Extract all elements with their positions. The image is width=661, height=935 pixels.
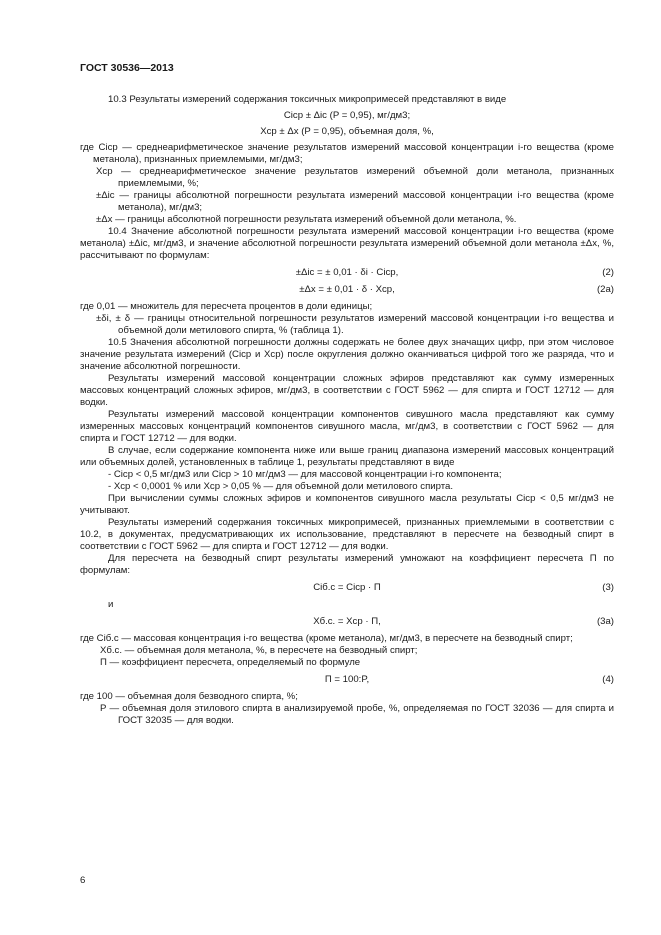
formula-4-text: П = 100:P, <box>324 674 370 685</box>
page-number: 6 <box>80 875 86 886</box>
paragraph-10-5: 10.5 Значения абсолютной погрешности должны содержать не более двух значащих цифр, при этом числовое значение результата измерений (Ciср и Xср) после округления должно оканчиваться цифрой того же разряда, что и значение абсолютной погрешности. <box>80 337 614 372</box>
formula-4-number: (4) <box>602 674 614 685</box>
formula-2-number: (2) <box>602 267 614 278</box>
conjunction-and: и <box>108 599 114 610</box>
paragraph-10-4: 10.4 Значение абсолютной погрешности результата измерений массовой концентрации i-го вещества (кроме метанола) ±Δic, мг/дм3, и значение абсолютной погрешности результата измерений объемной доли метанола ±Δx, %, рассчитывают по формулам: <box>80 226 614 261</box>
definition-delta-x: ±Δx — границы абсолютной погрешности результата измерений объемной доли метанола, %. <box>96 214 517 225</box>
paragraph-esters: Результаты измерений массовой концентрации сложных эфиров представляют как сумму измеренных массовых концентраций сложных эфиров, мг/дм3, в соответствии с ГОСТ 5962 — для спирта и ГОСТ 12712 — для водки. <box>80 373 614 408</box>
equation-c: Ciср ± Δic (P = 0,95), мг/дм3; <box>283 110 411 121</box>
definition-xb: Xб.с. — объемная доля метанола, %, в пересчете на безводный спирт; <box>100 645 418 656</box>
paragraph-sum: При вычислении суммы сложных эфиров и компонентов сивушного масла результаты Ciср < 0,5 мг/дм3 не учитывают. <box>80 493 614 516</box>
paragraph-fusel: Результаты измерений массовой концентрации компонентов сивушного масла представляют как сумму измеренных массовых концентраций компонентов сивушного масла, мг/дм3, в соответствии с ГОСТ 5962 — для спирта и ГОСТ 12712 — для водки. <box>80 409 614 444</box>
definition-delta: ±δi, ± δ — границы относительной погрешности результатов измерений массовой концентрации i-го вещества и объемной доли метилового спирта, % (таблица 1). <box>96 313 614 336</box>
paragraph-10-3: 10.3 Результаты измерений содержания токсичных микропримесей представляют в виде <box>108 94 507 105</box>
document-body <box>80 92 614 727</box>
list-item-1: - Ciср < 0,5 мг/дм3 или Ciср > 10 мг/дм3 — для массовой концентрации i-го компонента; <box>108 469 502 480</box>
formula-3a <box>80 616 614 628</box>
paragraph-toxic: Результаты измерений содержания токсичных микропримесей, признанных приемлемыми в соответствии с 10.2, в документах, предусматривающих их использование, представляют в пересчете на безводный спирт в соответствии с ГОСТ 5962 — для спирта и ГОСТ 12712 — для водки. <box>80 517 614 552</box>
document-header: ГОСТ 30536—2013 <box>80 62 174 74</box>
definition-p: П — коэффициент пересчета, определяемый по формуле <box>100 657 361 668</box>
formula-3a-number: (3a) <box>596 616 614 627</box>
equation-x: Xср ± Δx (P = 0,95), объемная доля, %, <box>260 126 434 137</box>
definition-x: Xср — среднеарифметическое значение результатов измерений объемной доли метанола, признанных приемлемыми, %; <box>96 166 614 189</box>
formula-2a <box>80 284 614 296</box>
formula-3-text: Ciб.с = Ciср · П <box>313 582 381 593</box>
definition-P: P — объемная доля этилового спирта в анализируемой пробе, %, определяемая по ГОСТ 32036 — для спирта и ГОСТ 32035 — для водки. <box>100 703 614 726</box>
formula-2a-number: (2a) <box>596 284 614 295</box>
paragraph-recalc: Для пересчета на безводный спирт результаты измерений умножают на коэффициент пересчета П по формулам: <box>80 553 614 576</box>
formula-3-number: (3) <box>602 582 614 593</box>
definition-cib: где Ciб.с — массовая концентрация i-го вещества (кроме метанола), мг/дм3, в пересчете на безводный спирт; <box>80 633 573 644</box>
formula-2a-text: ±Δx = ± 0,01 · δ · Xср, <box>299 284 395 295</box>
definition-delta-ic: ±Δic — границы абсолютной погрешности результата измерений массовой концентрации i-го вещества (кроме метанола), мг/дм3; <box>96 190 614 213</box>
formula-2 <box>80 267 614 279</box>
definition-001: где 0,01 — множитель для пересчета процентов в доли единицы; <box>80 301 373 312</box>
definition-ci: где Ciср — среднеарифметическое значение результатов измерений массовой концентрации i-го вещества (кроме метанола), признанных приемлемыми, мг/дм3; <box>80 142 614 165</box>
formula-3 <box>80 582 614 594</box>
formula-3a-text: Xб.с. = Xср · П, <box>313 616 381 627</box>
formula-4 <box>80 674 614 686</box>
list-item-2: - Xср < 0,0001 % или Xср > 0,05 % — для объемной доли метилового спирта. <box>108 481 454 492</box>
definition-100: где 100 — объемная доля безводного спирта, %; <box>80 691 298 702</box>
paragraph-range: В случае, если содержание компонента ниже или выше границ диапазона измерений массовых концентраций или объемных долей, установленных в таблице 1, результаты представляют в виде <box>80 445 614 468</box>
formula-2-text: ±Δic = ± 0,01 · δi · Ciср, <box>295 267 399 278</box>
